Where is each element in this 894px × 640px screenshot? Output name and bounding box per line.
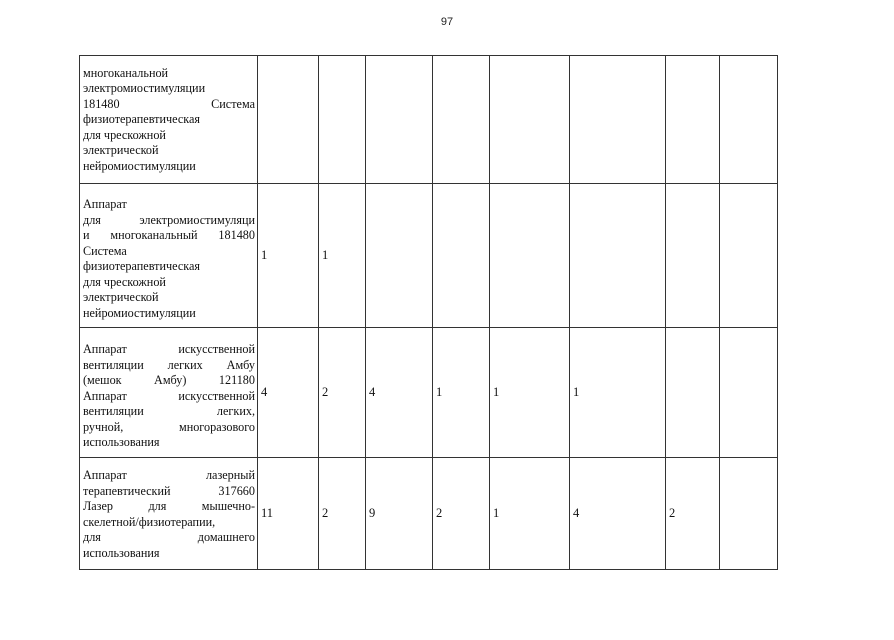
quantity-cell (666, 328, 720, 458)
quantity-cell: 2 (319, 328, 366, 458)
description-line: вентиляции легких, (83, 404, 255, 419)
table-row (80, 328, 778, 458)
device-description (80, 458, 258, 570)
quantity-cell (490, 184, 570, 328)
device-description (80, 328, 258, 458)
description-line: 181480 Система (83, 96, 255, 111)
quantity-cell: 1 (319, 184, 366, 328)
description-line: электрической (83, 290, 159, 304)
description-line: терапевтический 317660 (83, 483, 255, 498)
quantity-cell (666, 56, 720, 184)
description-line: Система (83, 243, 127, 258)
description-line: нейромиостимуляции (83, 305, 196, 320)
description-line: (мешок Амбу) 121180 (83, 373, 255, 388)
description-line: Лазер для мышечно- (83, 499, 255, 513)
description-line: Аппарат лазерный (83, 468, 255, 482)
quantity-cell: 1 (570, 328, 666, 458)
description-line: Аппарат (83, 197, 127, 211)
description-line: для домашнего (83, 530, 255, 544)
quantity-cell: 4 (258, 328, 319, 458)
description-line: электромиостимуляции (83, 81, 206, 96)
quantity-cell (366, 184, 433, 328)
quantity-cell: 1 (490, 328, 570, 458)
quantity-cell (570, 184, 666, 328)
description-line: электрической (83, 143, 159, 158)
quantity-cell (490, 56, 570, 184)
device-description (80, 184, 258, 328)
quantity-cell: 4 (366, 328, 433, 458)
quantity-cell (720, 56, 778, 184)
quantity-cell: 4 (570, 458, 666, 570)
description-line: скелетной/физиотерапии, (83, 514, 216, 529)
description-line: Аппарат искусственной (83, 388, 255, 403)
description-line: для чрескожной (83, 274, 166, 289)
quantity-cell (570, 56, 666, 184)
description-line: нейромиостимуляции (83, 158, 196, 173)
equipment-table (79, 55, 778, 570)
quantity-cell (366, 56, 433, 184)
quantity-cell: 9 (366, 458, 433, 570)
description-line: для чрескожной (83, 127, 166, 142)
table-row (80, 56, 778, 184)
page-number: 97 (440, 16, 454, 28)
description-line: вентиляции легких Амбу (83, 357, 255, 372)
quantity-cell (258, 56, 319, 184)
quantity-cell: 1 (490, 458, 570, 570)
quantity-cell (720, 184, 778, 328)
description-line: для электромиостимуляци (83, 212, 255, 227)
quantity-cell (433, 184, 490, 328)
quantity-cell: 2 (666, 458, 720, 570)
description-line: ручной, многоразового (83, 419, 255, 434)
table-row (80, 458, 778, 570)
description-line: физиотерапевтическая (83, 259, 201, 273)
quantity-cell (666, 184, 720, 328)
quantity-cell: 11 (258, 458, 319, 570)
quantity-cell (319, 56, 366, 184)
description-line: использования (83, 545, 160, 560)
table-row (80, 184, 778, 328)
description-line: и многоканальный 181480 (83, 228, 255, 242)
description-line: многоканальной (83, 65, 169, 80)
quantity-cell (433, 56, 490, 184)
device-description (80, 56, 258, 184)
description-line: использования (83, 435, 160, 450)
quantity-cell (720, 458, 778, 570)
quantity-cell: 1 (433, 328, 490, 458)
description-line: Аппарат искусственной (83, 342, 255, 357)
quantity-cell: 2 (319, 458, 366, 570)
quantity-cell (720, 328, 778, 458)
quantity-cell: 1 (258, 184, 319, 328)
description-line: физиотерапевтическая (83, 112, 201, 127)
quantity-cell: 2 (433, 458, 490, 570)
